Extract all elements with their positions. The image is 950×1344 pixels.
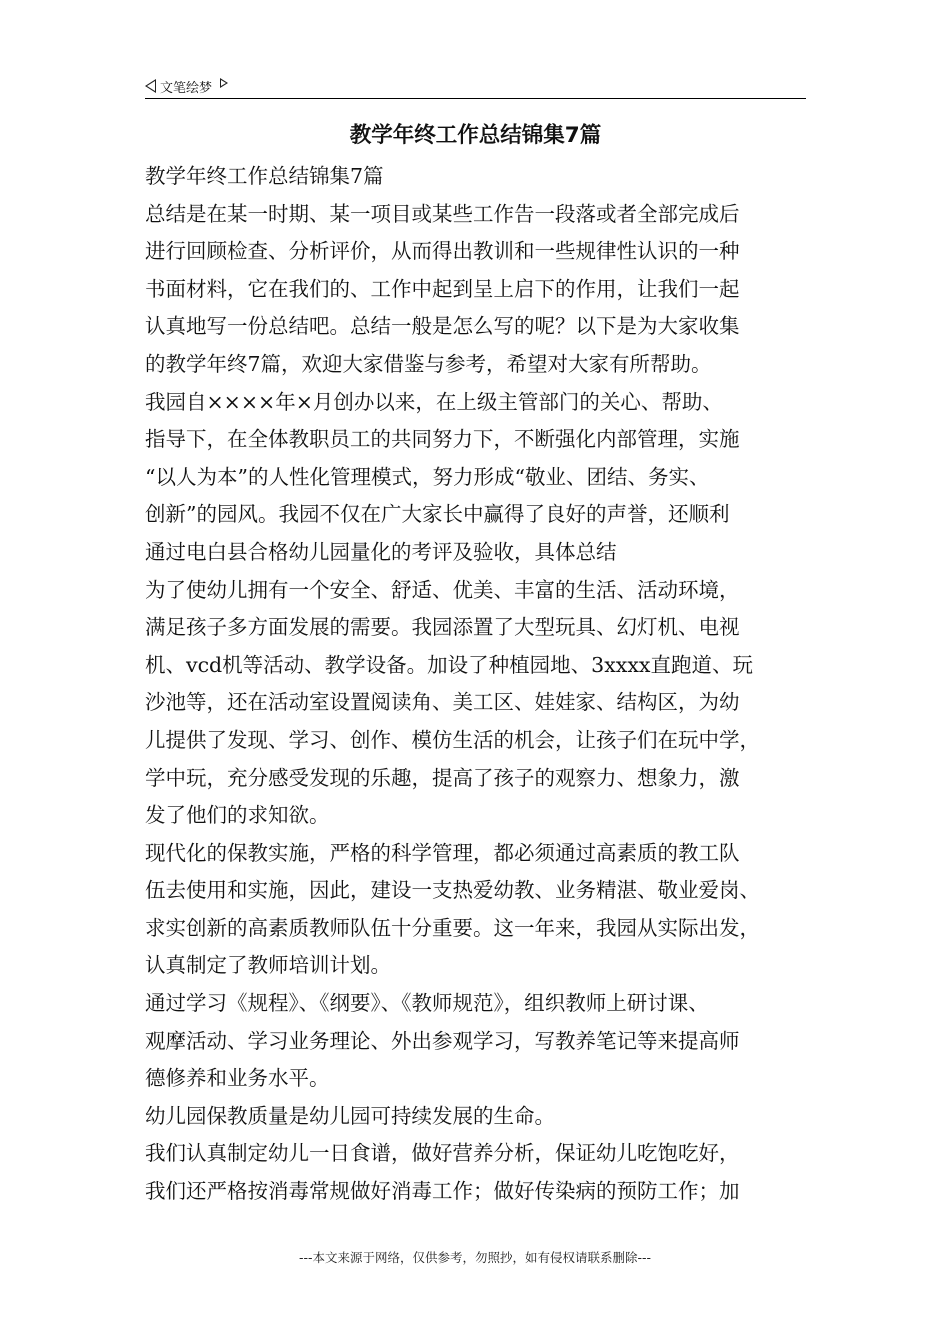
text-line: 儿提供了发现、学习、创作、模仿生活的机会，让孩子们在玩中学， [145,727,760,752]
footer-disclaimer: ---本文来源于网络，仅供参考，勿照抄，如有侵权请联系删除--- [298,1250,652,1265]
text-line: 伍去使用和实施，因此，建设一支热爱幼教、业务精湛、敬业爱岗、 [145,878,760,903]
text-line: 创新”的园风。我园不仅在广大家长中赢得了良好的声誉，还顺利 [145,502,730,527]
brand-label: 文笔绘梦 [160,80,213,96]
document-body [145,158,811,1211]
paragraph [145,572,811,835]
paragraph [145,835,811,985]
text-line: 学中玩，充分感受发现的乐趣，提高了孩子的观察力、想象力，激 [145,765,740,790]
text-line: 求实创新的高素质教师队伍十分重要。这一年来，我园从实际出发， [145,915,760,940]
text-line: 沙池等，还在活动室设置阅读角、美工区、娃娃家、结构区，为幼 [145,690,740,715]
right-triangle-icon [220,78,228,88]
document-title: 教学年终工作总结锦集7篇 [349,123,602,148]
text-line: 进行回顾检查、分析评价，从而得出教训和一些规律性认识的一种 [145,239,740,264]
page-header [145,74,806,99]
text-line: 发了他们的求知欲。 [145,803,330,828]
text-line: 机、vcd机等活动、教学设备。加设了种植园地、3xxxx直跑道、玩 [145,652,753,677]
text-line: 我园自××××年×月创办以来，在上级主管部门的关心、帮助、 [145,389,723,414]
paragraph [145,1135,811,1210]
text-line: 我们还严格按消毒常规做好消毒工作；做好传染病的预防工作；加 [145,1179,740,1204]
text-line: 指导下，在全体教职员工的共同努力下，不断强化内部管理，实施 [145,427,740,452]
text-line: 书面材料，它在我们的、工作中起到呈上启下的作用，让我们一起 [145,276,740,301]
text-line: 的教学年终7篇，欢迎大家借鉴与参考，希望对大家有所帮助。 [145,351,712,376]
text-line: “以人为本”的人性化管理模式，努力形成“敬业、团结、务实、 [145,464,710,489]
text-line: 认真地写一份总结吧。总结一般是怎么写的呢？以下是为大家收集 [145,314,740,339]
text-line: 我们认真制定幼儿一日食谱，做好营养分析，保证幼儿吃饱吃好， [145,1141,740,1166]
paragraph [145,985,811,1098]
text-line: 通过学习《规程》、《纲要》、《教师规范》，组织教师上研讨课、 [145,991,709,1016]
text-line: 满足孩子多方面发展的需要。我园添置了大型玩具、幻灯机、电视 [145,615,740,640]
text-line: 总结是在某一时期、某一项目或某些工作告一段落或者全部完成后 [145,201,740,226]
text-line: 教学年终工作总结锦集7篇 [145,164,384,188]
text-line: 认真制定了教师培训计划。 [145,953,391,978]
text-line: 通过电白县合格幼儿园量化的考评及验收，具体总结 [145,539,617,564]
paragraph [145,384,811,572]
paragraph [145,158,811,196]
text-line: 为了使幼儿拥有一个安全、舒适、优美、丰富的生活、活动环境， [145,577,740,602]
paragraph [145,1098,811,1136]
text-line: 德修养和业务水平。 [145,1066,330,1091]
paragraph [145,196,811,384]
text-line: 观摩活动、学习业务理论、外出参观学习，写教养笔记等来提高师 [145,1028,740,1053]
left-triangle-icon [145,79,156,93]
text-line: 幼儿园保教质量是幼儿园可持续发展的生命。 [145,1103,555,1128]
text-line: 现代化的保教实施，严格的科学管理，都必须通过高素质的教工队 [145,840,740,865]
